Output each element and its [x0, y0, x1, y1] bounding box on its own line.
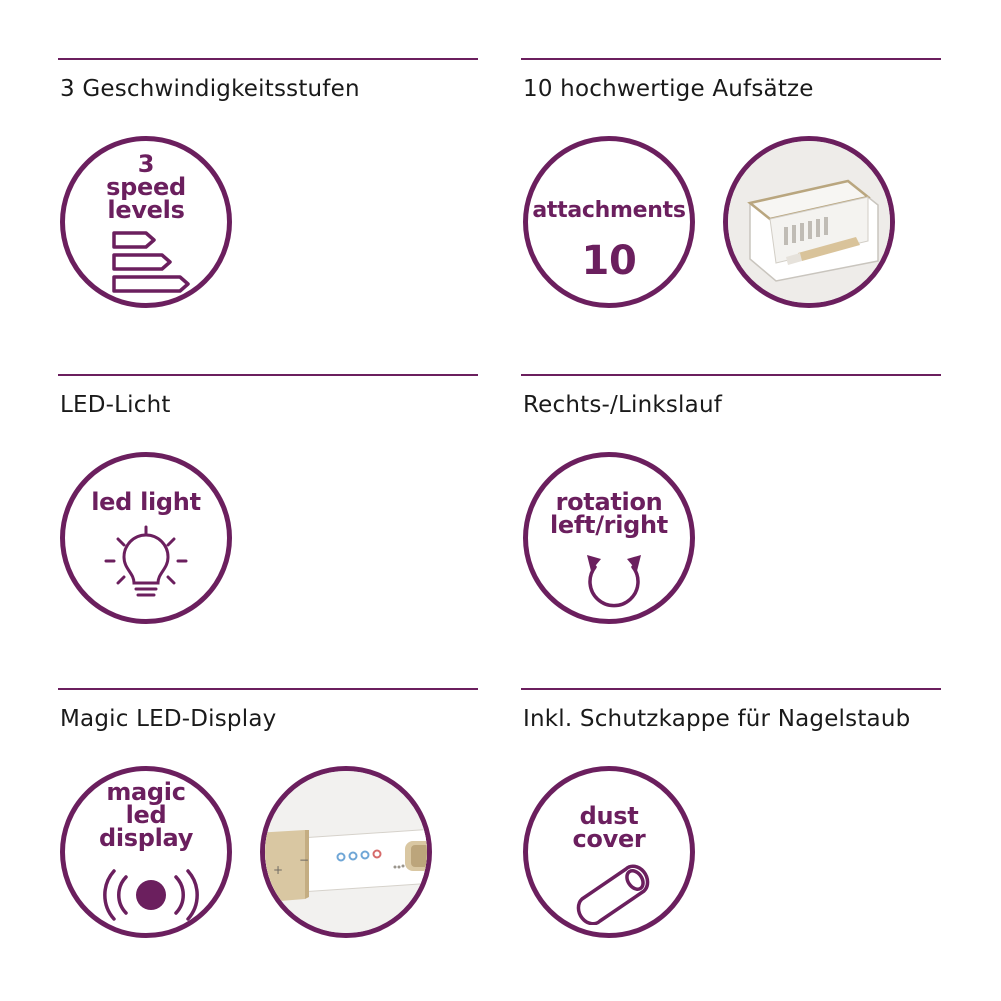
feature-heading: Magic LED-Display	[60, 706, 277, 732]
rotation-arrows-icon	[579, 549, 649, 611]
device-display-photo	[260, 766, 432, 938]
feature-heading: 10 hochwertige Aufsätze	[523, 76, 814, 102]
badge-line: attachments	[532, 198, 686, 223]
badge-line: left/right	[550, 511, 668, 539]
device-illustration	[265, 771, 427, 933]
badge-line: display	[98, 824, 194, 852]
badge-line: levels	[107, 196, 185, 224]
feature-magic-display	[58, 688, 478, 948]
feature-heading: Inkl. Schutzkappe für Nagelstaub	[523, 706, 911, 732]
feature-speed-levels	[58, 58, 478, 318]
plus-label: +	[273, 863, 284, 877]
feature-heading: Rechts-/Linkslauf	[523, 392, 723, 418]
badge-line: speed	[106, 173, 186, 201]
led-light-badge	[60, 452, 232, 624]
feature-heading: 3 Geschwindigkeitsstufen	[60, 76, 360, 102]
magic-display-badge	[60, 766, 232, 938]
rotation-badge	[523, 452, 695, 624]
light-bulb-icon	[104, 525, 188, 605]
feature-dust-cover	[521, 688, 941, 948]
feature-heading: LED-Licht	[60, 392, 171, 418]
badge-line: 3	[137, 150, 155, 178]
dust-cover-icon	[574, 861, 654, 925]
feature-led-light	[58, 374, 478, 634]
feature-rotation	[521, 374, 941, 634]
dust-cover-badge	[523, 766, 695, 938]
case-illustration	[728, 141, 890, 303]
divider	[58, 688, 478, 690]
minus-label: −	[299, 853, 310, 867]
speed-levels-icon	[110, 229, 200, 299]
divider	[58, 58, 478, 60]
badge-number: 10	[581, 238, 637, 284]
badge-line: led	[125, 801, 167, 829]
badge-line: magic	[106, 778, 186, 806]
speed-levels-badge	[60, 136, 232, 308]
divider	[521, 374, 941, 376]
divider	[58, 374, 478, 376]
attachment-case-photo	[723, 136, 895, 308]
badge-line: dust	[579, 802, 639, 830]
attachments-badge	[523, 136, 695, 308]
badge-line: cover	[572, 825, 646, 853]
badge-line: led light	[91, 488, 201, 516]
badge-line: rotation	[555, 488, 663, 516]
led-display-icon	[96, 867, 206, 923]
feature-attachments	[521, 58, 941, 318]
divider	[521, 58, 941, 60]
divider	[521, 688, 941, 690]
